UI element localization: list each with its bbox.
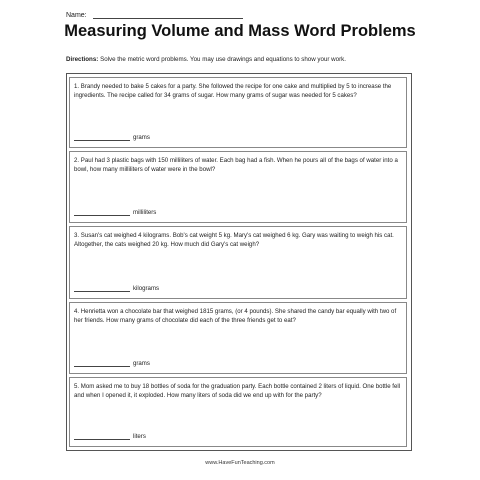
problem-text: 2. Paul had 3 plastic bags with 150 milliliters of water. Each bag had a fish. When he pours all of the bags of water into a bowl, how many milliliters of water were in the bowl? xyxy=(74,157,398,173)
answer-row xyxy=(74,285,159,292)
name-label: Name: xyxy=(66,12,87,19)
answer-blank xyxy=(74,433,130,440)
problems-frame xyxy=(66,73,412,451)
directions-label: Directions: xyxy=(66,56,99,63)
answer-row xyxy=(74,433,146,440)
answer-unit: milliliters xyxy=(133,209,157,216)
problem-text: 5. Mom asked me to buy 18 bottles of soda for the graduation party. Each bottle contained 2 liters of liquid. One bottle fell and when I opened it, it exploded. How many liters of soda did we end up with for the party? xyxy=(74,383,401,399)
problem-box xyxy=(69,77,407,148)
answer-row xyxy=(74,209,156,216)
problem-text: 3. Susan's cat weighed 4 kilograms. Bob's cat weight 5 kg. Mary's cat weighed 6 kg. Gary was waiting to weigh his cat. Altogether, the cats weighed 20 kg. How much did Gary's cat weigh? xyxy=(74,232,394,248)
problem-box xyxy=(69,226,407,299)
answer-unit: kilograms xyxy=(133,285,160,292)
page-title: Measuring Volume and Mass Word Problems xyxy=(64,22,416,40)
problem-text: 4. Henrietta won a chocolate bar that weighed 1815 grams, (or 4 pounds). She shared the candy bar equally with two of her friends. How many grams of chocolate did each of the three friends get to eat? xyxy=(74,308,397,324)
directions xyxy=(66,56,346,63)
name-line xyxy=(93,11,243,19)
answer-row xyxy=(74,360,150,367)
directions-text: Solve the metric word problems. You may use drawings and equations to show your work. xyxy=(100,56,346,63)
footer-url: www.HaveFunTeaching.com xyxy=(205,460,275,466)
answer-unit: grams xyxy=(133,360,150,367)
answer-unit: liters xyxy=(133,433,146,440)
answer-row xyxy=(74,134,150,141)
answer-blank xyxy=(74,134,130,141)
problem-box xyxy=(69,151,407,223)
problem-box xyxy=(69,302,407,374)
problem-box xyxy=(69,377,407,447)
answer-blank xyxy=(74,360,130,367)
answer-unit: grams xyxy=(133,134,150,141)
problem-text: 1. Brandy needed to bake 5 cakes for a party. She followed the recipe for one cake and multiplied by 5 to increase the ingredients. The recipe called for 34 grams of sugar. How many grams of sugar was needed for 5 cakes? xyxy=(74,83,392,99)
answer-blank xyxy=(74,209,130,216)
name-row xyxy=(66,11,243,19)
answer-blank xyxy=(74,285,130,292)
